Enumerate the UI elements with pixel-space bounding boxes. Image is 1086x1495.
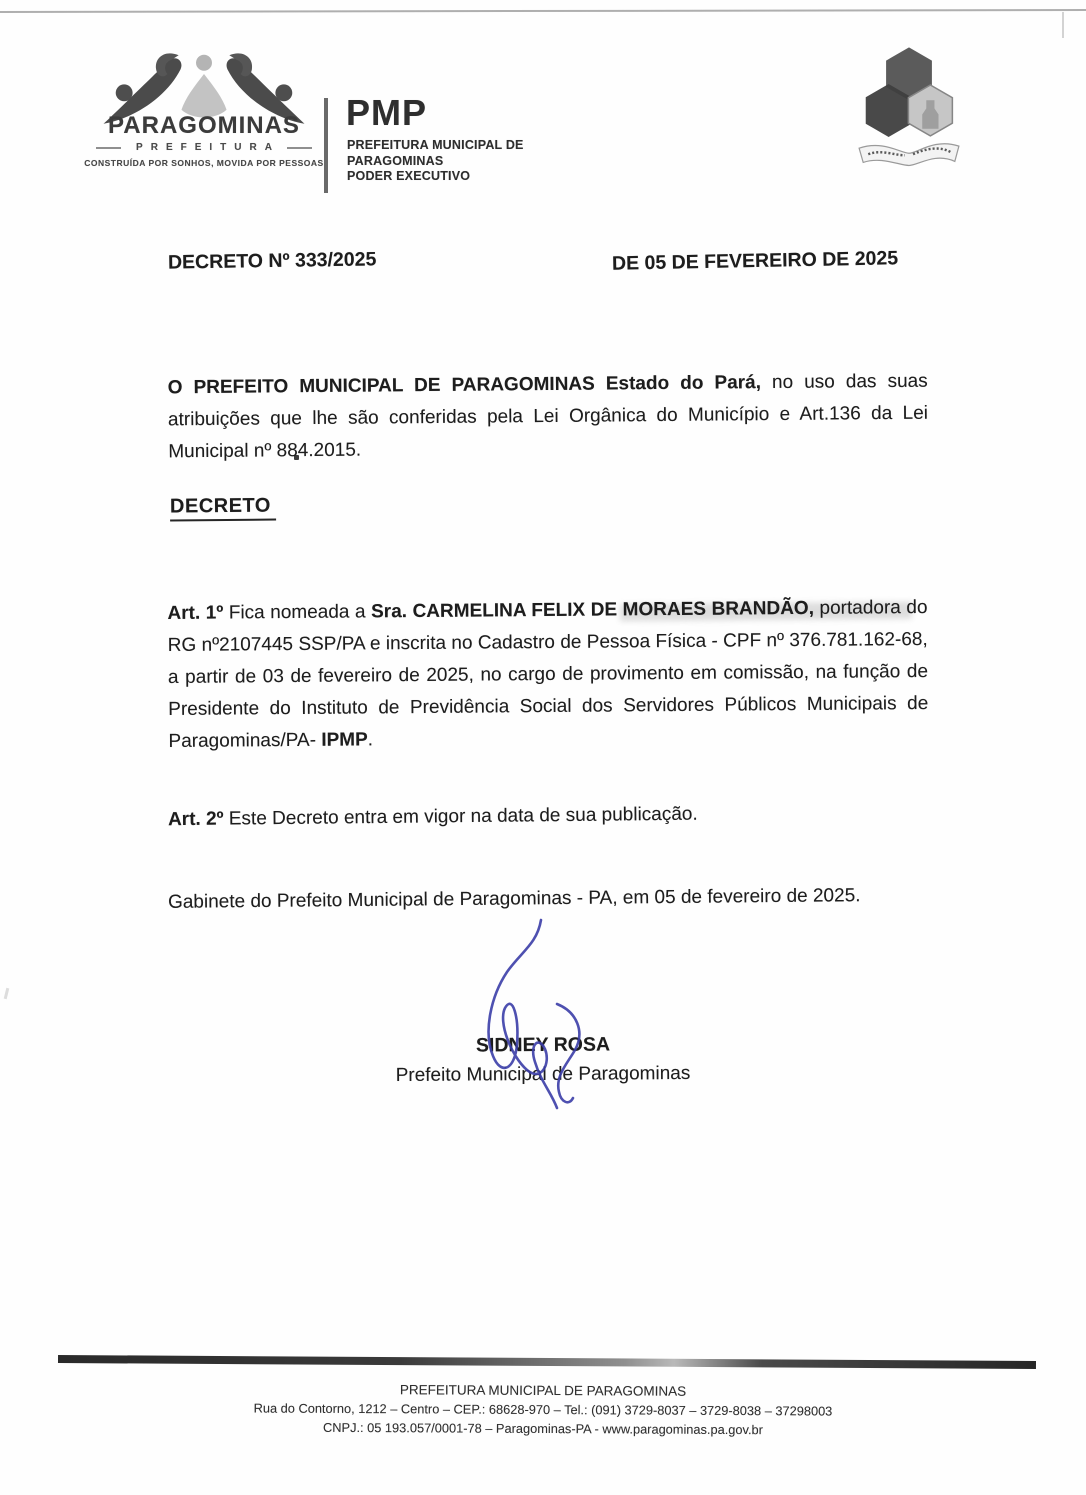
- footer-address-line: Rua do Contorno, 1212 – Centro – CEP.: 68628-970 – Tel.: (091) 3729-8037 – 3729-8038 – 37298003: [253, 1400, 833, 1419]
- scan-edge-line-right: [1062, 12, 1064, 38]
- article-1-text-b: portadora do RG nº2107445 SSP/PA e inscrita no Cadastro de Pessoa Física - CPF nº 376.781.162-68, a partir de 03 de fevereiro de 2025, no cargo de provimento em comissão, na função de Presidente do Instituto de Previdência Social dos Servidores Públicos Municipais de Paragominas/PA-: [167, 597, 929, 752]
- logo-wordmark: PARAGOMINAS: [108, 112, 300, 139]
- article-1-paragraph: [167, 592, 928, 758]
- org-name-block: [347, 138, 524, 185]
- footer-rule-bar: [58, 1355, 1036, 1369]
- section-heading: DECRETO: [170, 495, 276, 522]
- org-line-2: PARAGOMINAS: [347, 153, 444, 168]
- preamble-paragraph: [168, 366, 929, 469]
- footer-cnpj-line: CNPJ.: 05 193.057/0001-78 – Paragominas-PA - www.paragominas.pa.gov.br: [323, 1419, 763, 1438]
- signatory-role: Prefeito Municipal de Paragominas: [395, 1062, 691, 1087]
- article-1-text-c: .: [367, 729, 374, 751]
- footer-org-name: PREFEITURA MUNICIPAL DE PARAGOMINAS: [399, 1382, 687, 1399]
- logo-tagline: CONSTRUÍDA POR SONHOS, MOVIDA POR PESSOAS: [84, 158, 324, 168]
- scan-margin-mark: [4, 988, 10, 999]
- org-line-3: PODER EXECUTIVO: [347, 169, 471, 183]
- header-divider: [324, 98, 328, 193]
- institute-acronym: IPMP: [321, 729, 368, 751]
- logo-dash-right: [287, 147, 312, 149]
- preamble-body: no uso das suas atribuições que lhe são conferidas pela Lei Orgânica do Município e Art.136 da Lei Municipal nº 884.2015.: [167, 370, 929, 463]
- logo-subtitle-row: [96, 142, 312, 153]
- logo-subtitle: PREFEITURA: [136, 142, 280, 153]
- article-1-text-a: Fica nomeada a: [223, 601, 372, 624]
- org-line-1: PREFEITURA MUNICIPAL DE: [347, 138, 524, 152]
- org-acronym: PMP: [346, 92, 428, 133]
- article-2-text: Este Decreto entra em vigor na data de sua publicação.: [223, 803, 698, 830]
- signature-ink: [445, 916, 645, 1114]
- municipal-seal-icon: [853, 42, 965, 182]
- article-2-paragraph: [168, 796, 968, 836]
- article-1-label: Art. 1º: [167, 602, 224, 624]
- decree-number-title: DECRETO Nº 333/2025: [167, 248, 377, 274]
- article-2-label: Art. 2º: [167, 808, 224, 831]
- scan-edge-line: [0, 9, 1086, 13]
- preamble-bold-lead: O PREFEITO MUNICIPAL DE PARAGOMINAS Estado do Pará,: [167, 372, 762, 399]
- logo-dash-left: [96, 147, 121, 149]
- appointee-name: Sra. CARMELINA FELIX DE MORAES BRANDÃO,: [371, 597, 815, 623]
- signatory-name: SIDNEY ROSA: [475, 1033, 611, 1057]
- decree-date-title: DE 05 DE FEVEREIRO DE 2025: [611, 247, 899, 275]
- closing-line: Gabinete do Prefeito Municipal de Paragominas - PA, em 05 de fevereiro de 2025.: [167, 885, 861, 913]
